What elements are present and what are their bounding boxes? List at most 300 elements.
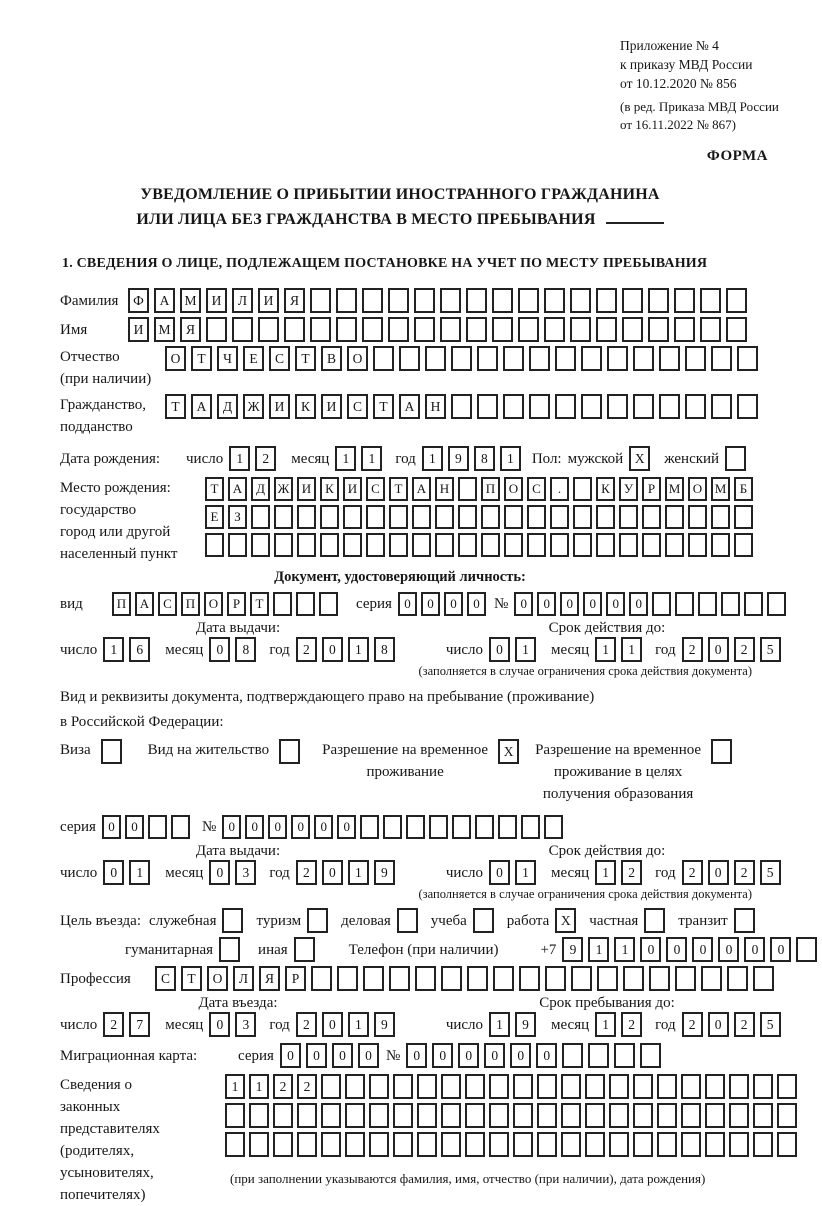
char-cell[interactable]: 0 [770, 937, 791, 962]
char-cell[interactable] [452, 815, 471, 839]
char-cell[interactable]: Т [389, 477, 408, 501]
char-cell[interactable]: З [228, 505, 247, 529]
char-cell[interactable] [675, 966, 696, 991]
char-cell[interactable] [633, 394, 654, 419]
char-cell[interactable] [206, 317, 227, 342]
char-cell[interactable]: Т [250, 592, 269, 616]
char-cell[interactable]: П [181, 592, 200, 616]
char-cell[interactable]: А [412, 477, 431, 501]
char-cell[interactable] [498, 815, 517, 839]
char-cell[interactable] [513, 1103, 533, 1128]
char-cell[interactable] [232, 317, 253, 342]
char-cell[interactable]: О [347, 346, 368, 371]
char-cell[interactable]: 0 [322, 1012, 343, 1037]
char-cell[interactable] [711, 505, 730, 529]
char-cell[interactable]: 9 [374, 1012, 395, 1037]
char-cell[interactable] [711, 533, 730, 557]
char-cell[interactable]: К [320, 477, 339, 501]
char-cell[interactable] [596, 533, 615, 557]
char-cell[interactable] [435, 505, 454, 529]
char-cell[interactable] [228, 533, 247, 557]
char-cell[interactable] [273, 1132, 293, 1157]
char-cell[interactable] [441, 1132, 461, 1157]
temporary-residence-checkbox[interactable]: X [498, 739, 519, 764]
char-cell[interactable]: П [481, 477, 500, 501]
char-cell[interactable]: 5 [760, 860, 781, 885]
char-cell[interactable] [729, 1132, 749, 1157]
char-cell[interactable] [753, 1132, 773, 1157]
char-cell[interactable] [297, 533, 316, 557]
char-cell[interactable] [544, 317, 565, 342]
char-cell[interactable] [383, 815, 402, 839]
char-cell[interactable] [489, 1103, 509, 1128]
char-cell[interactable] [688, 505, 707, 529]
char-cell[interactable] [609, 1103, 629, 1128]
char-cell[interactable] [417, 1074, 437, 1099]
char-cell[interactable] [171, 815, 190, 839]
char-cell[interactable] [489, 1132, 509, 1157]
char-cell[interactable] [581, 394, 602, 419]
char-cell[interactable] [529, 346, 550, 371]
char-cell[interactable] [729, 1074, 749, 1099]
char-cell[interactable] [440, 317, 461, 342]
char-cell[interactable] [389, 505, 408, 529]
char-cell[interactable]: 2 [734, 1012, 755, 1037]
char-cell[interactable] [369, 1103, 389, 1128]
char-cell[interactable]: 0 [406, 1043, 427, 1068]
purpose-study-checkbox[interactable] [473, 908, 494, 933]
char-cell[interactable] [481, 505, 500, 529]
char-cell[interactable]: И [269, 394, 290, 419]
char-cell[interactable] [475, 815, 494, 839]
char-cell[interactable]: А [191, 394, 212, 419]
char-cell[interactable] [561, 1132, 581, 1157]
char-cell[interactable] [336, 288, 357, 313]
char-cell[interactable] [705, 1074, 725, 1099]
purpose-business-checkbox[interactable] [397, 908, 418, 933]
char-cell[interactable] [249, 1132, 269, 1157]
char-cell[interactable] [284, 317, 305, 342]
char-cell[interactable]: 0 [337, 815, 356, 839]
char-cell[interactable]: У [619, 477, 638, 501]
char-cell[interactable] [619, 505, 638, 529]
char-cell[interactable]: 2 [296, 1012, 317, 1037]
char-cell[interactable] [503, 346, 524, 371]
char-cell[interactable]: 2 [621, 860, 642, 885]
char-cell[interactable] [465, 1103, 485, 1128]
residence-permit-checkbox[interactable] [279, 739, 300, 764]
char-cell[interactable] [545, 966, 566, 991]
char-cell[interactable]: 0 [432, 1043, 453, 1068]
char-cell[interactable]: 1 [229, 446, 250, 471]
char-cell[interactable]: 0 [222, 815, 241, 839]
char-cell[interactable]: 0 [306, 1043, 327, 1068]
char-cell[interactable]: 1 [515, 637, 536, 662]
char-cell[interactable]: 9 [448, 446, 469, 471]
char-cell[interactable] [388, 288, 409, 313]
char-cell[interactable] [596, 288, 617, 313]
char-cell[interactable]: О [204, 592, 223, 616]
char-cell[interactable]: Ж [274, 477, 293, 501]
char-cell[interactable] [633, 346, 654, 371]
char-cell[interactable] [597, 966, 618, 991]
char-cell[interactable] [688, 533, 707, 557]
char-cell[interactable] [296, 592, 315, 616]
char-cell[interactable]: 0 [708, 1012, 729, 1037]
purpose-official-checkbox[interactable] [222, 908, 243, 933]
char-cell[interactable]: 0 [458, 1043, 479, 1068]
char-cell[interactable] [310, 317, 331, 342]
char-cell[interactable]: 0 [332, 1043, 353, 1068]
char-cell[interactable]: 2 [682, 1012, 703, 1037]
char-cell[interactable] [537, 1132, 557, 1157]
char-cell[interactable]: 1 [595, 637, 616, 662]
char-cell[interactable] [492, 288, 513, 313]
char-cell[interactable] [477, 394, 498, 419]
char-cell[interactable] [633, 1132, 653, 1157]
char-cell[interactable]: К [295, 394, 316, 419]
char-cell[interactable]: А [399, 394, 420, 419]
char-cell[interactable] [642, 533, 661, 557]
char-cell[interactable]: В [321, 346, 342, 371]
char-cell[interactable]: Я [259, 966, 280, 991]
char-cell[interactable] [148, 815, 167, 839]
char-cell[interactable] [685, 346, 706, 371]
char-cell[interactable]: М [154, 317, 175, 342]
char-cell[interactable] [519, 966, 540, 991]
char-cell[interactable] [633, 1074, 653, 1099]
char-cell[interactable]: 0 [640, 937, 661, 962]
char-cell[interactable] [513, 1132, 533, 1157]
char-cell[interactable]: 0 [102, 815, 121, 839]
char-cell[interactable] [441, 1074, 461, 1099]
char-cell[interactable] [489, 1074, 509, 1099]
char-cell[interactable]: М [711, 477, 730, 501]
char-cell[interactable]: И [258, 288, 279, 313]
char-cell[interactable] [675, 592, 694, 616]
char-cell[interactable] [345, 1103, 365, 1128]
char-cell[interactable] [435, 533, 454, 557]
char-cell[interactable]: 1 [361, 446, 382, 471]
char-cell[interactable]: Р [227, 592, 246, 616]
char-cell[interactable] [711, 346, 732, 371]
char-cell[interactable]: 0 [537, 592, 556, 616]
char-cell[interactable] [573, 477, 592, 501]
char-cell[interactable] [619, 533, 638, 557]
char-cell[interactable]: 0 [398, 592, 417, 616]
char-cell[interactable]: 0 [560, 592, 579, 616]
char-cell[interactable] [674, 317, 695, 342]
char-cell[interactable] [622, 288, 643, 313]
char-cell[interactable] [609, 1074, 629, 1099]
education-residence-checkbox[interactable] [711, 739, 732, 764]
char-cell[interactable]: 0 [280, 1043, 301, 1068]
char-cell[interactable] [273, 1103, 293, 1128]
char-cell[interactable] [504, 533, 523, 557]
char-cell[interactable]: С [347, 394, 368, 419]
char-cell[interactable] [685, 394, 706, 419]
char-cell[interactable] [585, 1132, 605, 1157]
char-cell[interactable] [767, 592, 786, 616]
char-cell[interactable] [700, 288, 721, 313]
char-cell[interactable] [388, 317, 409, 342]
char-cell[interactable] [441, 966, 462, 991]
char-cell[interactable] [249, 1103, 269, 1128]
char-cell[interactable] [466, 317, 487, 342]
char-cell[interactable] [417, 1103, 437, 1128]
char-cell[interactable]: Д [251, 477, 270, 501]
char-cell[interactable] [466, 288, 487, 313]
char-cell[interactable]: 0 [125, 815, 144, 839]
char-cell[interactable] [777, 1103, 797, 1128]
char-cell[interactable] [640, 1043, 661, 1068]
char-cell[interactable] [561, 1074, 581, 1099]
char-cell[interactable] [297, 1132, 317, 1157]
char-cell[interactable] [414, 317, 435, 342]
char-cell[interactable] [451, 394, 472, 419]
char-cell[interactable]: 6 [129, 637, 150, 662]
char-cell[interactable]: 5 [760, 1012, 781, 1037]
char-cell[interactable] [681, 1074, 701, 1099]
char-cell[interactable]: 5 [760, 637, 781, 662]
char-cell[interactable]: К [596, 477, 615, 501]
char-cell[interactable] [321, 1074, 341, 1099]
char-cell[interactable] [698, 592, 717, 616]
char-cell[interactable] [518, 317, 539, 342]
char-cell[interactable] [362, 317, 383, 342]
char-cell[interactable] [493, 966, 514, 991]
char-cell[interactable] [727, 966, 748, 991]
char-cell[interactable] [674, 288, 695, 313]
char-cell[interactable]: С [158, 592, 177, 616]
char-cell[interactable]: Р [285, 966, 306, 991]
char-cell[interactable]: 0 [358, 1043, 379, 1068]
char-cell[interactable] [649, 966, 670, 991]
char-cell[interactable] [753, 966, 774, 991]
char-cell[interactable] [609, 1132, 629, 1157]
char-cell[interactable]: 8 [474, 446, 495, 471]
char-cell[interactable] [585, 1074, 605, 1099]
char-cell[interactable] [205, 533, 224, 557]
char-cell[interactable]: О [207, 966, 228, 991]
char-cell[interactable] [429, 815, 448, 839]
char-cell[interactable]: С [269, 346, 290, 371]
purpose-tourism-checkbox[interactable] [307, 908, 328, 933]
char-cell[interactable] [320, 505, 339, 529]
char-cell[interactable] [415, 966, 436, 991]
char-cell[interactable]: 2 [296, 637, 317, 662]
char-cell[interactable] [251, 505, 270, 529]
char-cell[interactable] [451, 346, 472, 371]
char-cell[interactable]: 2 [297, 1074, 317, 1099]
char-cell[interactable]: Б [734, 477, 753, 501]
char-cell[interactable]: Л [233, 966, 254, 991]
char-cell[interactable]: 0 [484, 1043, 505, 1068]
purpose-private-checkbox[interactable] [644, 908, 665, 933]
char-cell[interactable]: А [228, 477, 247, 501]
char-cell[interactable] [537, 1074, 557, 1099]
char-cell[interactable]: Е [205, 505, 224, 529]
char-cell[interactable]: 0 [209, 860, 230, 885]
char-cell[interactable] [777, 1074, 797, 1099]
char-cell[interactable] [518, 288, 539, 313]
char-cell[interactable] [345, 1132, 365, 1157]
char-cell[interactable] [360, 815, 379, 839]
char-cell[interactable]: 0 [291, 815, 310, 839]
char-cell[interactable]: 0 [444, 592, 463, 616]
char-cell[interactable]: М [180, 288, 201, 313]
char-cell[interactable] [561, 1103, 581, 1128]
char-cell[interactable] [440, 288, 461, 313]
char-cell[interactable]: Д [217, 394, 238, 419]
char-cell[interactable]: И [206, 288, 227, 313]
char-cell[interactable]: 0 [514, 592, 533, 616]
char-cell[interactable]: А [154, 288, 175, 313]
char-cell[interactable] [412, 533, 431, 557]
char-cell[interactable]: 0 [629, 592, 648, 616]
char-cell[interactable] [425, 346, 446, 371]
char-cell[interactable] [414, 288, 435, 313]
sex-male-checkbox[interactable]: X [629, 446, 650, 471]
char-cell[interactable] [527, 505, 546, 529]
char-cell[interactable]: 1 [103, 637, 124, 662]
char-cell[interactable] [550, 505, 569, 529]
char-cell[interactable] [753, 1103, 773, 1128]
visa-checkbox[interactable] [101, 739, 122, 764]
char-cell[interactable]: 1 [588, 937, 609, 962]
char-cell[interactable] [550, 533, 569, 557]
char-cell[interactable] [389, 533, 408, 557]
char-cell[interactable]: 0 [322, 637, 343, 662]
char-cell[interactable]: 1 [500, 446, 521, 471]
char-cell[interactable]: Н [425, 394, 446, 419]
char-cell[interactable]: Т [191, 346, 212, 371]
char-cell[interactable] [734, 533, 753, 557]
char-cell[interactable] [648, 317, 669, 342]
char-cell[interactable] [642, 505, 661, 529]
char-cell[interactable] [527, 533, 546, 557]
char-cell[interactable]: С [155, 966, 176, 991]
char-cell[interactable] [726, 317, 747, 342]
char-cell[interactable] [465, 1132, 485, 1157]
char-cell[interactable] [321, 1132, 341, 1157]
char-cell[interactable]: 1 [348, 1012, 369, 1037]
char-cell[interactable]: 0 [606, 592, 625, 616]
char-cell[interactable] [659, 346, 680, 371]
char-cell[interactable] [412, 505, 431, 529]
char-cell[interactable]: 0 [666, 937, 687, 962]
char-cell[interactable] [607, 394, 628, 419]
char-cell[interactable]: 0 [489, 860, 510, 885]
char-cell[interactable]: Р [642, 477, 661, 501]
char-cell[interactable] [648, 288, 669, 313]
char-cell[interactable] [665, 533, 684, 557]
purpose-humanitarian-checkbox[interactable] [219, 937, 240, 962]
char-cell[interactable]: 9 [562, 937, 583, 962]
char-cell[interactable]: 9 [515, 1012, 536, 1037]
char-cell[interactable] [573, 505, 592, 529]
char-cell[interactable] [393, 1132, 413, 1157]
char-cell[interactable]: 2 [296, 860, 317, 885]
char-cell[interactable] [721, 592, 740, 616]
char-cell[interactable]: 9 [374, 860, 395, 885]
char-cell[interactable]: 1 [489, 1012, 510, 1037]
char-cell[interactable]: 0 [322, 860, 343, 885]
char-cell[interactable] [657, 1132, 677, 1157]
char-cell[interactable] [274, 533, 293, 557]
char-cell[interactable] [321, 1103, 341, 1128]
char-cell[interactable] [681, 1103, 701, 1128]
char-cell[interactable]: А [135, 592, 154, 616]
char-cell[interactable]: 0 [510, 1043, 531, 1068]
char-cell[interactable]: Т [373, 394, 394, 419]
char-cell[interactable]: 1 [249, 1074, 269, 1099]
char-cell[interactable] [521, 815, 540, 839]
char-cell[interactable] [729, 1103, 749, 1128]
char-cell[interactable] [492, 317, 513, 342]
char-cell[interactable] [596, 505, 615, 529]
char-cell[interactable] [366, 533, 385, 557]
char-cell[interactable] [571, 966, 592, 991]
purpose-transit-checkbox[interactable] [734, 908, 755, 933]
char-cell[interactable]: 1 [129, 860, 150, 885]
char-cell[interactable] [369, 1132, 389, 1157]
char-cell[interactable] [570, 317, 591, 342]
char-cell[interactable]: 2 [273, 1074, 293, 1099]
char-cell[interactable] [665, 505, 684, 529]
char-cell[interactable] [343, 505, 362, 529]
char-cell[interactable]: Ж [243, 394, 264, 419]
char-cell[interactable] [399, 346, 420, 371]
char-cell[interactable]: 0 [209, 1012, 230, 1037]
char-cell[interactable] [657, 1074, 677, 1099]
char-cell[interactable] [274, 505, 293, 529]
char-cell[interactable]: 0 [268, 815, 287, 839]
char-cell[interactable]: О [688, 477, 707, 501]
char-cell[interactable] [614, 1043, 635, 1068]
char-cell[interactable] [225, 1103, 245, 1128]
char-cell[interactable] [659, 394, 680, 419]
char-cell[interactable] [393, 1074, 413, 1099]
char-cell[interactable]: 1 [515, 860, 536, 885]
char-cell[interactable] [258, 317, 279, 342]
char-cell[interactable]: И [297, 477, 316, 501]
char-cell[interactable] [363, 966, 384, 991]
char-cell[interactable]: М [665, 477, 684, 501]
char-cell[interactable] [319, 592, 338, 616]
char-cell[interactable] [458, 505, 477, 529]
char-cell[interactable]: 1 [614, 937, 635, 962]
char-cell[interactable] [753, 1074, 773, 1099]
char-cell[interactable] [393, 1103, 413, 1128]
char-cell[interactable]: 1 [422, 446, 443, 471]
char-cell[interactable]: Я [180, 317, 201, 342]
char-cell[interactable] [700, 317, 721, 342]
char-cell[interactable] [389, 966, 410, 991]
char-cell[interactable] [623, 966, 644, 991]
char-cell[interactable] [336, 317, 357, 342]
char-cell[interactable]: О [165, 346, 186, 371]
char-cell[interactable]: 1 [595, 1012, 616, 1037]
char-cell[interactable]: 0 [692, 937, 713, 962]
char-cell[interactable] [273, 592, 292, 616]
char-cell[interactable]: 7 [129, 1012, 150, 1037]
char-cell[interactable] [633, 1103, 653, 1128]
char-cell[interactable] [555, 394, 576, 419]
char-cell[interactable]: . [550, 477, 569, 501]
char-cell[interactable]: 1 [348, 860, 369, 885]
char-cell[interactable]: Т [165, 394, 186, 419]
